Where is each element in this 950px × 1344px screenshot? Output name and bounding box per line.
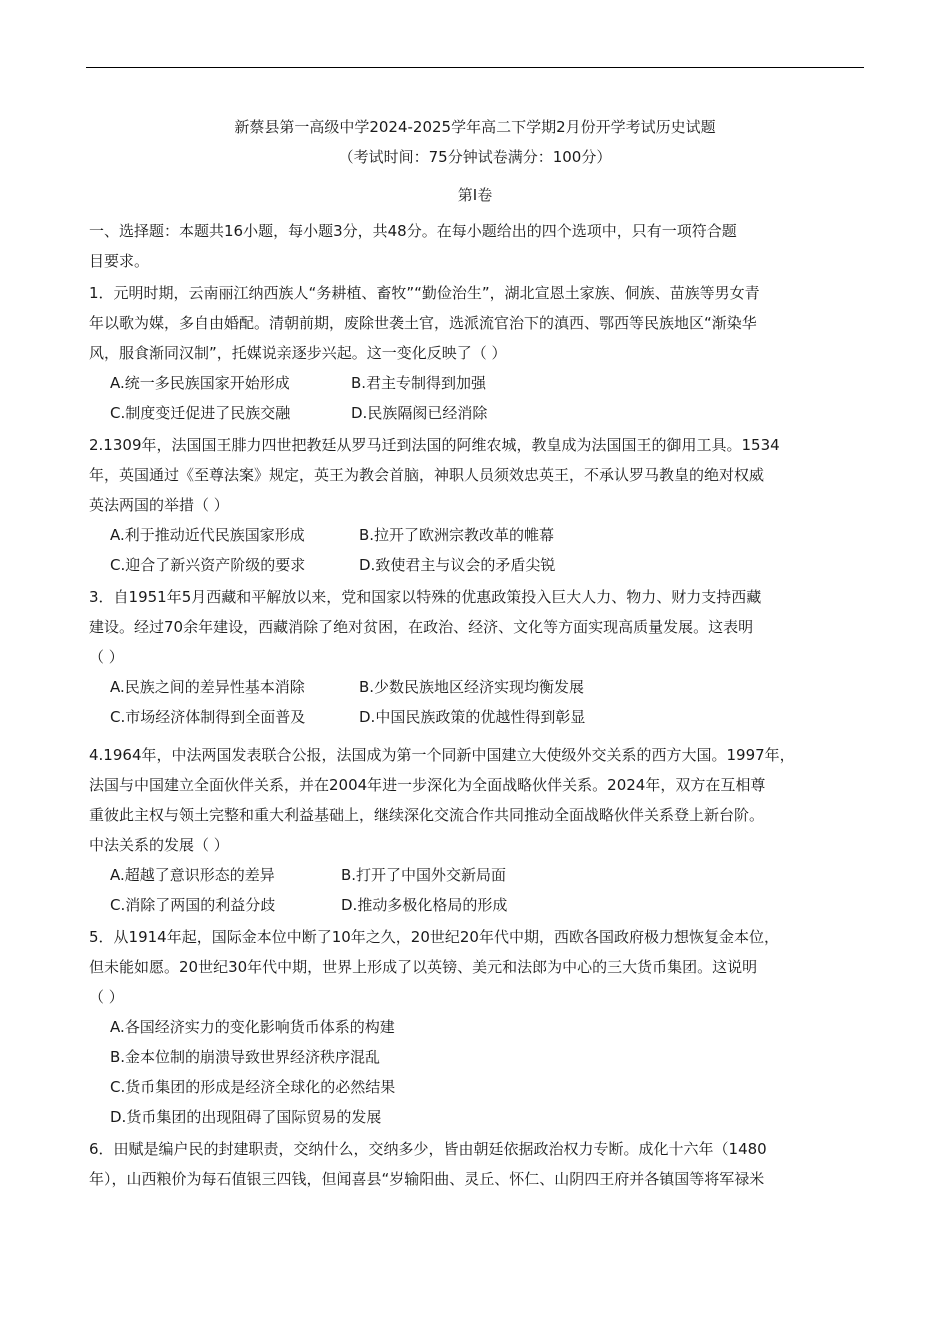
exam-page — [89, 112, 861, 1194]
option-c: C.制度变迁促进了民族交融 — [110, 404, 291, 422]
options — [89, 520, 861, 580]
question-2 — [89, 430, 861, 580]
option-c: C.货币集团的形成是经济全球化的必然结果 — [110, 1078, 396, 1096]
question-text-line: 年），山西粮价为每石值银三四钱，但闻喜县“岁输阳曲、灵丘、怀仁、山阴四王府并各镇国等将军禄米 — [89, 1170, 765, 1188]
question-3 — [89, 582, 861, 732]
option-a: A.各国经济实力的变化影响货币体系的构建 — [110, 1018, 395, 1036]
options — [89, 1012, 861, 1132]
question-6 — [89, 1134, 861, 1194]
question-text-line: 4.1964年，中法两国发表联合公报，法国成为第一个同新中国建立大使级外交关系的西方大国。1997年， — [89, 746, 795, 764]
exam-title: 新蔡县第一高级中学2024-2025学年高二下学期2月份开学考试历史试题 — [234, 118, 716, 136]
option-c: C.消除了两国的利益分歧 — [110, 896, 276, 914]
option-c: C.市场经济体制得到全面普及 — [110, 708, 306, 726]
option-a: A.利于推动近代民族国家形成 — [110, 526, 305, 544]
option-d: D.货币集团的出现阻碍了国际贸易的发展 — [110, 1108, 382, 1126]
question-5 — [89, 922, 861, 1132]
option-d: D.致使君主与议会的矛盾尖锐 — [359, 556, 556, 574]
option-b: B.少数民族地区经济实现均衡发展 — [359, 678, 585, 696]
question-text-line: 年，英国通过《至尊法案》规定，英王为教会首脑，神职人员须效忠英王，不承认罗马教皇的绝对权威 — [89, 466, 765, 484]
top-rule — [86, 67, 864, 68]
question-text-line: 中法关系的发展（ ） — [89, 836, 229, 854]
option-a: A.统一多民族国家开始形成 — [110, 374, 290, 392]
question-text-line: 1．元明时期，云南丽江纳西族人“务耕植、畜牧”“勤俭治生”，湖北宣恩土家族、侗族、苗族等男女青 — [89, 284, 760, 302]
instructions-line: 一、选择题：本题共16小题，每小题3分，共48分。在每小题给出的四个选项中，只有一项符合题 — [89, 222, 737, 240]
option-b: B.金本位制的崩溃导致世界经济秩序混乱 — [110, 1048, 381, 1066]
question-text-line: （ ） — [89, 648, 124, 666]
question-text-line: 2.1309年，法国国王腓力四世把教廷从罗马迁到法国的阿维农城，教皇成为法国国王的御用工具。1534 — [89, 436, 780, 454]
option-c: C.迎合了新兴资产阶级的要求 — [110, 556, 306, 574]
options — [89, 860, 861, 920]
option-b: B.拉开了欧洲宗教改革的帷幕 — [359, 526, 555, 544]
option-a: A.民族之间的差异性基本消除 — [110, 678, 305, 696]
part-label: 第I卷 — [457, 186, 493, 204]
instructions-line: 目要求。 — [89, 252, 150, 270]
option-a: A.超越了意识形态的差异 — [110, 866, 275, 884]
question-text-line: 6．田赋是编户民的封建职责，交纳什么，交纳多少，皆由朝廷依据政治权力专断。成化十六年（1480 — [89, 1140, 767, 1158]
option-d: D.推动多极化格局的形成 — [341, 896, 508, 914]
question-1 — [89, 278, 861, 428]
options — [89, 672, 861, 732]
question-text-line: 建设。经过70余年建设，西藏消除了绝对贫困，在政治、经济、文化等方面实现高质量发展。这表明 — [89, 618, 754, 636]
option-b: B.君主专制得到加强 — [351, 374, 487, 392]
question-text-line: 风，服食渐同汉制”，托媒说亲逐步兴起。这一变化反映了（ ） — [89, 344, 507, 362]
question-text-line: 英法两国的举措（ ） — [89, 496, 229, 514]
question-text-line: 但未能如愿。20世纪30年代中期，世界上形成了以英镑、美元和法郎为中心的三大货币集团。这说明 — [89, 958, 758, 976]
question-text-line: 重彼此主权与领土完整和重大利益基础上，继续深化交流合作共同推动全面战略伙伴关系登上新台阶。 — [89, 806, 765, 824]
exam-subtitle: （考试时间：75分钟试卷满分：100分） — [338, 148, 612, 166]
question-text-line: 3．自1951年5月西藏和平解放以来，党和国家以特殊的优惠政策投入巨大人力、物力、财力支持西藏 — [89, 588, 762, 606]
question-text-line: （ ） — [89, 988, 124, 1006]
option-b: B.打开了中国外交新局面 — [341, 866, 507, 884]
question-text-line: 5．从1914年起，国际金本位中断了10年之久，20世纪20年代中期，西欧各国政府极力想恢复金本位， — [89, 928, 779, 946]
options — [89, 368, 861, 428]
question-text-line: 年以歌为媒，多自由婚配。清朝前期，废除世袭土官，选派流官治下的滇西、鄂西等民族地区“渐染华 — [89, 314, 757, 332]
question-4 — [89, 740, 861, 920]
question-text-line: 法国与中国建立全面伙伴关系，并在2004年进一步深化为全面战略伙伴关系。2024年，双方在互相尊 — [89, 776, 766, 794]
option-d: D.民族隔阂已经消除 — [351, 404, 488, 422]
option-d: D.中国民族政策的优越性得到彰显 — [359, 708, 586, 726]
